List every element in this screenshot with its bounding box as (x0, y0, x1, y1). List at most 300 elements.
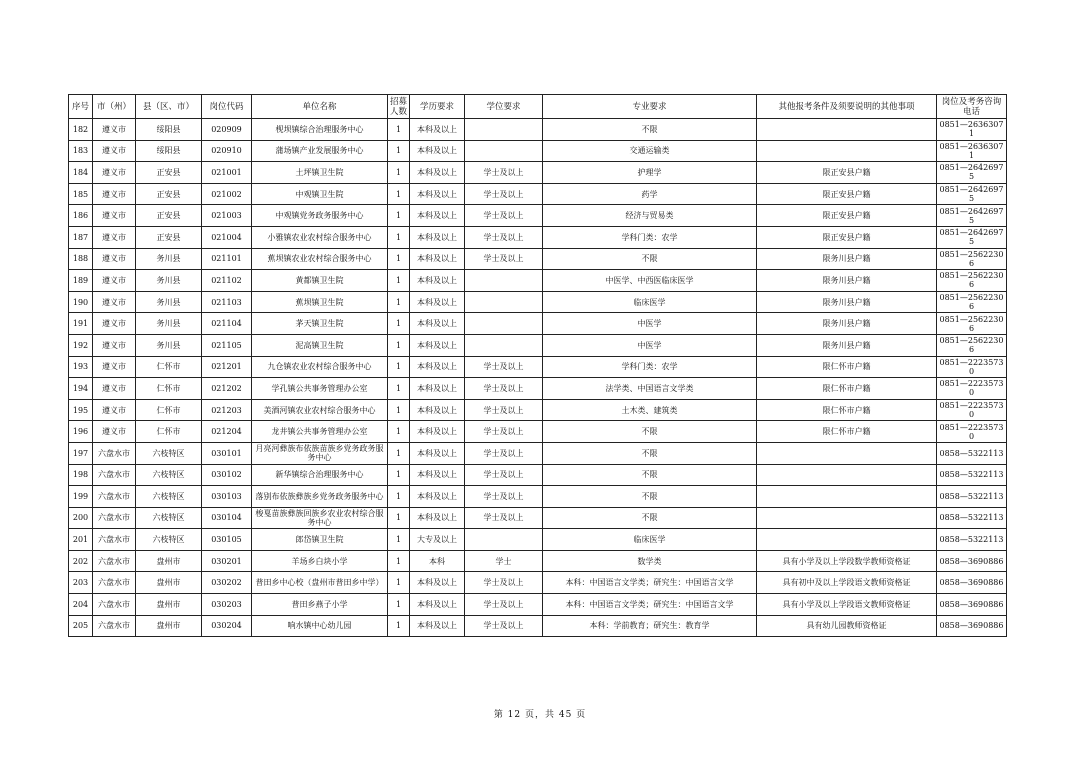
cell-degree: 学士及以上 (465, 507, 543, 529)
cell-education: 本科及以上 (410, 442, 465, 464)
cell-major: 不限 (543, 119, 757, 141)
recruitment-table (68, 94, 1007, 637)
table-row (69, 334, 1007, 356)
cell-degree (465, 529, 543, 551)
cell-degree (465, 313, 543, 335)
cell-unit-name: 枧坝镇综合治理服务中心 (252, 119, 388, 141)
cell-other-conditions: 限仁怀市户籍 (757, 421, 937, 443)
cell-degree (465, 334, 543, 356)
cell-major: 本科：中国语言文学类；研究生：中国语言文学 (543, 594, 757, 616)
cell-city: 遵义市 (93, 291, 136, 313)
cell-unit-name: 美酒河镇农业农村综合服务中心 (252, 399, 388, 421)
cell-other-conditions: 限仁怀市户籍 (757, 356, 937, 378)
table-row (69, 464, 1007, 486)
cell-education: 本科及以上 (410, 313, 465, 335)
cell-major: 本科：中国语言文学类；研究生：中国语言文学 (543, 572, 757, 594)
cell-degree: 学士及以上 (465, 486, 543, 508)
cell-education: 本科及以上 (410, 162, 465, 184)
cell-education: 本科及以上 (410, 270, 465, 292)
header-unit-name: 单位名称 (252, 95, 388, 119)
cell-index: 199 (69, 486, 93, 508)
cell-county: 六枝特区 (136, 442, 202, 464)
cell-index: 185 (69, 183, 93, 205)
cell-other-conditions: 具有小学及以上学段语文教师资格证 (757, 594, 937, 616)
cell-county: 正安县 (136, 226, 202, 248)
table-row (69, 594, 1007, 616)
cell-education: 本科及以上 (410, 615, 465, 637)
cell-major: 学科门类：农学 (543, 226, 757, 248)
cell-unit-name: 月亮河彝族布依族苗族乡党务政务服务中心 (252, 442, 388, 464)
cell-phone: 0858—5322113 (937, 507, 1007, 529)
cell-unit-name: 落别布依族彝族乡党务政务服务中心 (252, 486, 388, 508)
cell-phone: 0851—25622306 (937, 248, 1007, 270)
header-major: 专业要求 (543, 95, 757, 119)
cell-recruit-count: 1 (388, 205, 410, 227)
cell-county: 六枝特区 (136, 486, 202, 508)
cell-post-code: 021004 (202, 226, 252, 248)
cell-index: 193 (69, 356, 93, 378)
cell-education: 本科及以上 (410, 248, 465, 270)
cell-degree: 学士及以上 (465, 356, 543, 378)
table-row (69, 248, 1007, 270)
cell-post-code: 021103 (202, 291, 252, 313)
cell-index: 198 (69, 464, 93, 486)
cell-city: 六盘水市 (93, 615, 136, 637)
cell-recruit-count: 1 (388, 464, 410, 486)
cell-degree (465, 119, 543, 141)
cell-other-conditions: 限务川县户籍 (757, 334, 937, 356)
table-row (69, 313, 1007, 335)
cell-post-code: 030204 (202, 615, 252, 637)
cell-unit-name: 中观镇党务政务服务中心 (252, 205, 388, 227)
cell-post-code: 021105 (202, 334, 252, 356)
cell-recruit-count: 1 (388, 140, 410, 162)
cell-city: 遵义市 (93, 119, 136, 141)
cell-index: 188 (69, 248, 93, 270)
cell-other-conditions: 具有小学及以上学段数学教师资格证 (757, 550, 937, 572)
page-footer: 第 12 页，共 45 页 (493, 710, 587, 720)
cell-post-code: 020909 (202, 119, 252, 141)
cell-city: 六盘水市 (93, 594, 136, 616)
cell-recruit-count: 1 (388, 119, 410, 141)
cell-city: 遵义市 (93, 399, 136, 421)
cell-major: 学科门类：农学 (543, 356, 757, 378)
cell-major: 本科：学前教育；研究生：教育学 (543, 615, 757, 637)
cell-phone: 0851—25622306 (937, 291, 1007, 313)
cell-city: 遵义市 (93, 313, 136, 335)
cell-county: 务川县 (136, 334, 202, 356)
cell-city: 六盘水市 (93, 507, 136, 529)
cell-phone: 0851—25622306 (937, 313, 1007, 335)
table-row (69, 183, 1007, 205)
header-phone: 岗位及考务咨询电话 (937, 95, 1007, 119)
cell-education: 本科及以上 (410, 140, 465, 162)
cell-index: 201 (69, 529, 93, 551)
cell-recruit-count: 1 (388, 291, 410, 313)
cell-county: 六枝特区 (136, 507, 202, 529)
cell-phone: 0858—3690886 (937, 550, 1007, 572)
cell-unit-name: 学孔镇公共事务管理办公室 (252, 378, 388, 400)
cell-recruit-count: 1 (388, 442, 410, 464)
cell-post-code: 021002 (202, 183, 252, 205)
cell-county: 六枝特区 (136, 464, 202, 486)
cell-phone: 0851—26426975 (937, 205, 1007, 227)
cell-county: 绥阳县 (136, 140, 202, 162)
cell-index: 196 (69, 421, 93, 443)
cell-phone: 0851—25622306 (937, 270, 1007, 292)
header-degree: 学位要求 (465, 95, 543, 119)
cell-post-code: 030104 (202, 507, 252, 529)
cell-recruit-count: 1 (388, 572, 410, 594)
cell-post-code: 021201 (202, 356, 252, 378)
cell-city: 遵义市 (93, 334, 136, 356)
cell-major: 交通运输类 (543, 140, 757, 162)
cell-other-conditions (757, 140, 937, 162)
cell-other-conditions: 具有幼儿园教师资格证 (757, 615, 937, 637)
table-row (69, 572, 1007, 594)
cell-unit-name: 中观镇卫生院 (252, 183, 388, 205)
cell-degree (465, 291, 543, 313)
cell-phone: 0851—26363071 (937, 140, 1007, 162)
cell-city: 遵义市 (93, 421, 136, 443)
cell-education: 本科及以上 (410, 464, 465, 486)
table-row (69, 356, 1007, 378)
cell-unit-name: 黄都镇卫生院 (252, 270, 388, 292)
cell-post-code: 021204 (202, 421, 252, 443)
cell-major: 护理学 (543, 162, 757, 184)
cell-degree: 学士及以上 (465, 442, 543, 464)
cell-education: 本科及以上 (410, 119, 465, 141)
table-row (69, 140, 1007, 162)
cell-major: 不限 (543, 486, 757, 508)
cell-city: 六盘水市 (93, 529, 136, 551)
cell-recruit-count: 1 (388, 399, 410, 421)
cell-post-code: 030103 (202, 486, 252, 508)
cell-city: 遵义市 (93, 270, 136, 292)
cell-unit-name: 梭戛苗族彝族回族乡农业农村综合服务中心 (252, 507, 388, 529)
cell-county: 盘州市 (136, 550, 202, 572)
cell-recruit-count: 1 (388, 486, 410, 508)
cell-index: 182 (69, 119, 93, 141)
cell-education: 本科及以上 (410, 421, 465, 443)
cell-education: 本科及以上 (410, 572, 465, 594)
cell-index: 191 (69, 313, 93, 335)
cell-unit-name: 土坪镇卫生院 (252, 162, 388, 184)
cell-phone: 0858—3690886 (937, 594, 1007, 616)
cell-other-conditions: 限仁怀市户籍 (757, 399, 937, 421)
cell-county: 盘州市 (136, 572, 202, 594)
table-row (69, 486, 1007, 508)
cell-city: 遵义市 (93, 226, 136, 248)
cell-other-conditions (757, 442, 937, 464)
cell-education: 本科及以上 (410, 183, 465, 205)
cell-major: 不限 (543, 507, 757, 529)
cell-major: 数学类 (543, 550, 757, 572)
cell-other-conditions (757, 529, 937, 551)
table-row (69, 550, 1007, 572)
cell-phone: 0858—3690886 (937, 572, 1007, 594)
cell-post-code: 021001 (202, 162, 252, 184)
cell-degree: 学士及以上 (465, 615, 543, 637)
cell-index: 202 (69, 550, 93, 572)
cell-major: 不限 (543, 248, 757, 270)
cell-education: 本科及以上 (410, 378, 465, 400)
cell-unit-name: 龙井镇公共事务管理办公室 (252, 421, 388, 443)
cell-county: 务川县 (136, 313, 202, 335)
cell-post-code: 030202 (202, 572, 252, 594)
cell-recruit-count: 1 (388, 378, 410, 400)
cell-recruit-count: 1 (388, 313, 410, 335)
header-education: 学历要求 (410, 95, 465, 119)
cell-city: 六盘水市 (93, 464, 136, 486)
cell-unit-name: 茅天镇卫生院 (252, 313, 388, 335)
cell-city: 遵义市 (93, 248, 136, 270)
cell-phone: 0851—26363071 (937, 119, 1007, 141)
cell-city: 遵义市 (93, 162, 136, 184)
cell-unit-name: 蕉坝镇卫生院 (252, 291, 388, 313)
header-county: 县（区、市） (136, 95, 202, 119)
cell-recruit-count: 1 (388, 334, 410, 356)
table-row (69, 615, 1007, 637)
cell-recruit-count: 1 (388, 507, 410, 529)
cell-post-code: 030102 (202, 464, 252, 486)
cell-education: 本科及以上 (410, 356, 465, 378)
cell-index: 184 (69, 162, 93, 184)
header-row (69, 95, 1007, 119)
cell-other-conditions (757, 486, 937, 508)
cell-index: 192 (69, 334, 93, 356)
table-row (69, 162, 1007, 184)
cell-county: 务川县 (136, 270, 202, 292)
cell-county: 仁怀市 (136, 378, 202, 400)
cell-phone: 0858—3690886 (937, 615, 1007, 637)
table-row (69, 226, 1007, 248)
cell-post-code: 030105 (202, 529, 252, 551)
cell-major: 土木类、建筑类 (543, 399, 757, 421)
cell-index: 190 (69, 291, 93, 313)
cell-degree: 学士及以上 (465, 378, 543, 400)
cell-index: 205 (69, 615, 93, 637)
cell-city: 六盘水市 (93, 572, 136, 594)
cell-education: 本科及以上 (410, 399, 465, 421)
cell-degree: 学士及以上 (465, 464, 543, 486)
table-row (69, 442, 1007, 464)
cell-phone: 0858—5322113 (937, 442, 1007, 464)
cell-phone: 0858—5322113 (937, 464, 1007, 486)
cell-county: 盘州市 (136, 594, 202, 616)
cell-post-code: 021102 (202, 270, 252, 292)
cell-major: 不限 (543, 421, 757, 443)
cell-other-conditions: 限正安县户籍 (757, 205, 937, 227)
cell-index: 195 (69, 399, 93, 421)
cell-education: 本科及以上 (410, 334, 465, 356)
cell-degree: 学士及以上 (465, 226, 543, 248)
cell-major: 中医学、中西医临床医学 (543, 270, 757, 292)
cell-unit-name: 蒲场镇产业发展服务中心 (252, 140, 388, 162)
cell-post-code: 030101 (202, 442, 252, 464)
cell-county: 务川县 (136, 248, 202, 270)
cell-city: 遵义市 (93, 183, 136, 205)
cell-unit-name: 羊场乡白块小学 (252, 550, 388, 572)
cell-post-code: 030203 (202, 594, 252, 616)
cell-other-conditions: 限仁怀市户籍 (757, 378, 937, 400)
cell-other-conditions: 限正安县户籍 (757, 162, 937, 184)
cell-education: 大专及以上 (410, 529, 465, 551)
cell-unit-name: 泥高镇卫生院 (252, 334, 388, 356)
cell-index: 197 (69, 442, 93, 464)
cell-degree: 学士及以上 (465, 183, 543, 205)
cell-unit-name: 普田乡中心校（盘州市普田乡中学） (252, 572, 388, 594)
cell-degree (465, 270, 543, 292)
cell-degree: 学士 (465, 550, 543, 572)
cell-index: 189 (69, 270, 93, 292)
table-row (69, 507, 1007, 529)
cell-recruit-count: 1 (388, 421, 410, 443)
cell-post-code: 021101 (202, 248, 252, 270)
table-row (69, 421, 1007, 443)
cell-city: 遵义市 (93, 378, 136, 400)
table-row (69, 378, 1007, 400)
cell-post-code: 021003 (202, 205, 252, 227)
cell-major: 中医学 (543, 334, 757, 356)
cell-education: 本科 (410, 550, 465, 572)
cell-major: 法学类、中国语言文学类 (543, 378, 757, 400)
cell-education: 本科及以上 (410, 226, 465, 248)
cell-education: 本科及以上 (410, 205, 465, 227)
cell-city: 六盘水市 (93, 442, 136, 464)
cell-post-code: 030201 (202, 550, 252, 572)
cell-post-code: 021203 (202, 399, 252, 421)
cell-degree: 学士及以上 (465, 248, 543, 270)
cell-index: 187 (69, 226, 93, 248)
cell-recruit-count: 1 (388, 183, 410, 205)
cell-recruit-count: 1 (388, 162, 410, 184)
cell-phone: 0851—25622306 (937, 334, 1007, 356)
table-row (69, 291, 1007, 313)
cell-other-conditions: 限务川县户籍 (757, 291, 937, 313)
table-row (69, 270, 1007, 292)
cell-unit-name: 蕉坝镇农业农村综合服务中心 (252, 248, 388, 270)
cell-unit-name: 九仓镇农业农村综合服务中心 (252, 356, 388, 378)
cell-degree: 学士及以上 (465, 162, 543, 184)
cell-recruit-count: 1 (388, 356, 410, 378)
cell-other-conditions (757, 507, 937, 529)
header-post-code: 岗位代码 (202, 95, 252, 119)
cell-other-conditions: 限务川县户籍 (757, 313, 937, 335)
cell-unit-name: 小雅镇农业农村综合服务中心 (252, 226, 388, 248)
cell-other-conditions: 具有初中及以上学段语文教师资格证 (757, 572, 937, 594)
cell-other-conditions: 限务川县户籍 (757, 270, 937, 292)
cell-city: 六盘水市 (93, 550, 136, 572)
cell-index: 194 (69, 378, 93, 400)
cell-phone: 0858—5322113 (937, 486, 1007, 508)
header-index: 序号 (69, 95, 93, 119)
cell-unit-name: 普田乡燕子小学 (252, 594, 388, 616)
cell-education: 本科及以上 (410, 486, 465, 508)
table-row (69, 119, 1007, 141)
cell-county: 仁怀市 (136, 421, 202, 443)
cell-degree: 学士及以上 (465, 205, 543, 227)
cell-phone: 0851—26426975 (937, 226, 1007, 248)
cell-county: 仁怀市 (136, 399, 202, 421)
cell-city: 遵义市 (93, 205, 136, 227)
cell-post-code: 020910 (202, 140, 252, 162)
cell-phone: 0851—22235730 (937, 356, 1007, 378)
cell-degree: 学士及以上 (465, 572, 543, 594)
cell-unit-name: 新华镇综合治理服务中心 (252, 464, 388, 486)
cell-county: 盘州市 (136, 615, 202, 637)
cell-post-code: 021104 (202, 313, 252, 335)
cell-unit-name: 郎岱镇卫生院 (252, 529, 388, 551)
cell-other-conditions: 限正安县户籍 (757, 226, 937, 248)
cell-phone: 0851—22235730 (937, 378, 1007, 400)
cell-phone: 0851—22235730 (937, 421, 1007, 443)
cell-county: 仁怀市 (136, 356, 202, 378)
cell-index: 204 (69, 594, 93, 616)
cell-city: 遵义市 (93, 356, 136, 378)
cell-other-conditions (757, 119, 937, 141)
cell-county: 务川县 (136, 291, 202, 313)
cell-county: 绥阳县 (136, 119, 202, 141)
cell-education: 本科及以上 (410, 507, 465, 529)
cell-index: 186 (69, 205, 93, 227)
header-recruit-count: 招募人数 (388, 95, 410, 119)
cell-phone: 0851—26426975 (937, 162, 1007, 184)
cell-county: 正安县 (136, 205, 202, 227)
cell-index: 200 (69, 507, 93, 529)
cell-recruit-count: 1 (388, 594, 410, 616)
cell-degree (465, 140, 543, 162)
cell-major: 临床医学 (543, 529, 757, 551)
cell-major: 中医学 (543, 313, 757, 335)
cell-major: 药学 (543, 183, 757, 205)
header-other-conditions: 其他报考条件及须要说明的其他事项 (757, 95, 937, 119)
table-row (69, 399, 1007, 421)
cell-county: 正安县 (136, 183, 202, 205)
cell-degree: 学士及以上 (465, 399, 543, 421)
cell-education: 本科及以上 (410, 594, 465, 616)
cell-index: 183 (69, 140, 93, 162)
table-row (69, 529, 1007, 551)
cell-recruit-count: 1 (388, 550, 410, 572)
cell-other-conditions: 限正安县户籍 (757, 183, 937, 205)
cell-recruit-count: 1 (388, 529, 410, 551)
cell-city: 遵义市 (93, 140, 136, 162)
cell-major: 不限 (543, 464, 757, 486)
cell-county: 正安县 (136, 162, 202, 184)
cell-other-conditions: 限务川县户籍 (757, 248, 937, 270)
table-row (69, 205, 1007, 227)
cell-recruit-count: 1 (388, 248, 410, 270)
cell-major: 不限 (543, 442, 757, 464)
cell-index: 203 (69, 572, 93, 594)
cell-county: 六枝特区 (136, 529, 202, 551)
cell-recruit-count: 1 (388, 615, 410, 637)
cell-education: 本科及以上 (410, 291, 465, 313)
cell-phone: 0851—26426975 (937, 183, 1007, 205)
cell-recruit-count: 1 (388, 226, 410, 248)
header-city: 市（州） (93, 95, 136, 119)
cell-phone: 0858—5322113 (937, 529, 1007, 551)
cell-major: 临床医学 (543, 291, 757, 313)
cell-degree: 学士及以上 (465, 594, 543, 616)
cell-other-conditions (757, 464, 937, 486)
cell-recruit-count: 1 (388, 270, 410, 292)
cell-degree: 学士及以上 (465, 421, 543, 443)
cell-unit-name: 响水镇中心幼儿园 (252, 615, 388, 637)
cell-phone: 0851—22235730 (937, 399, 1007, 421)
cell-major: 经济与贸易类 (543, 205, 757, 227)
